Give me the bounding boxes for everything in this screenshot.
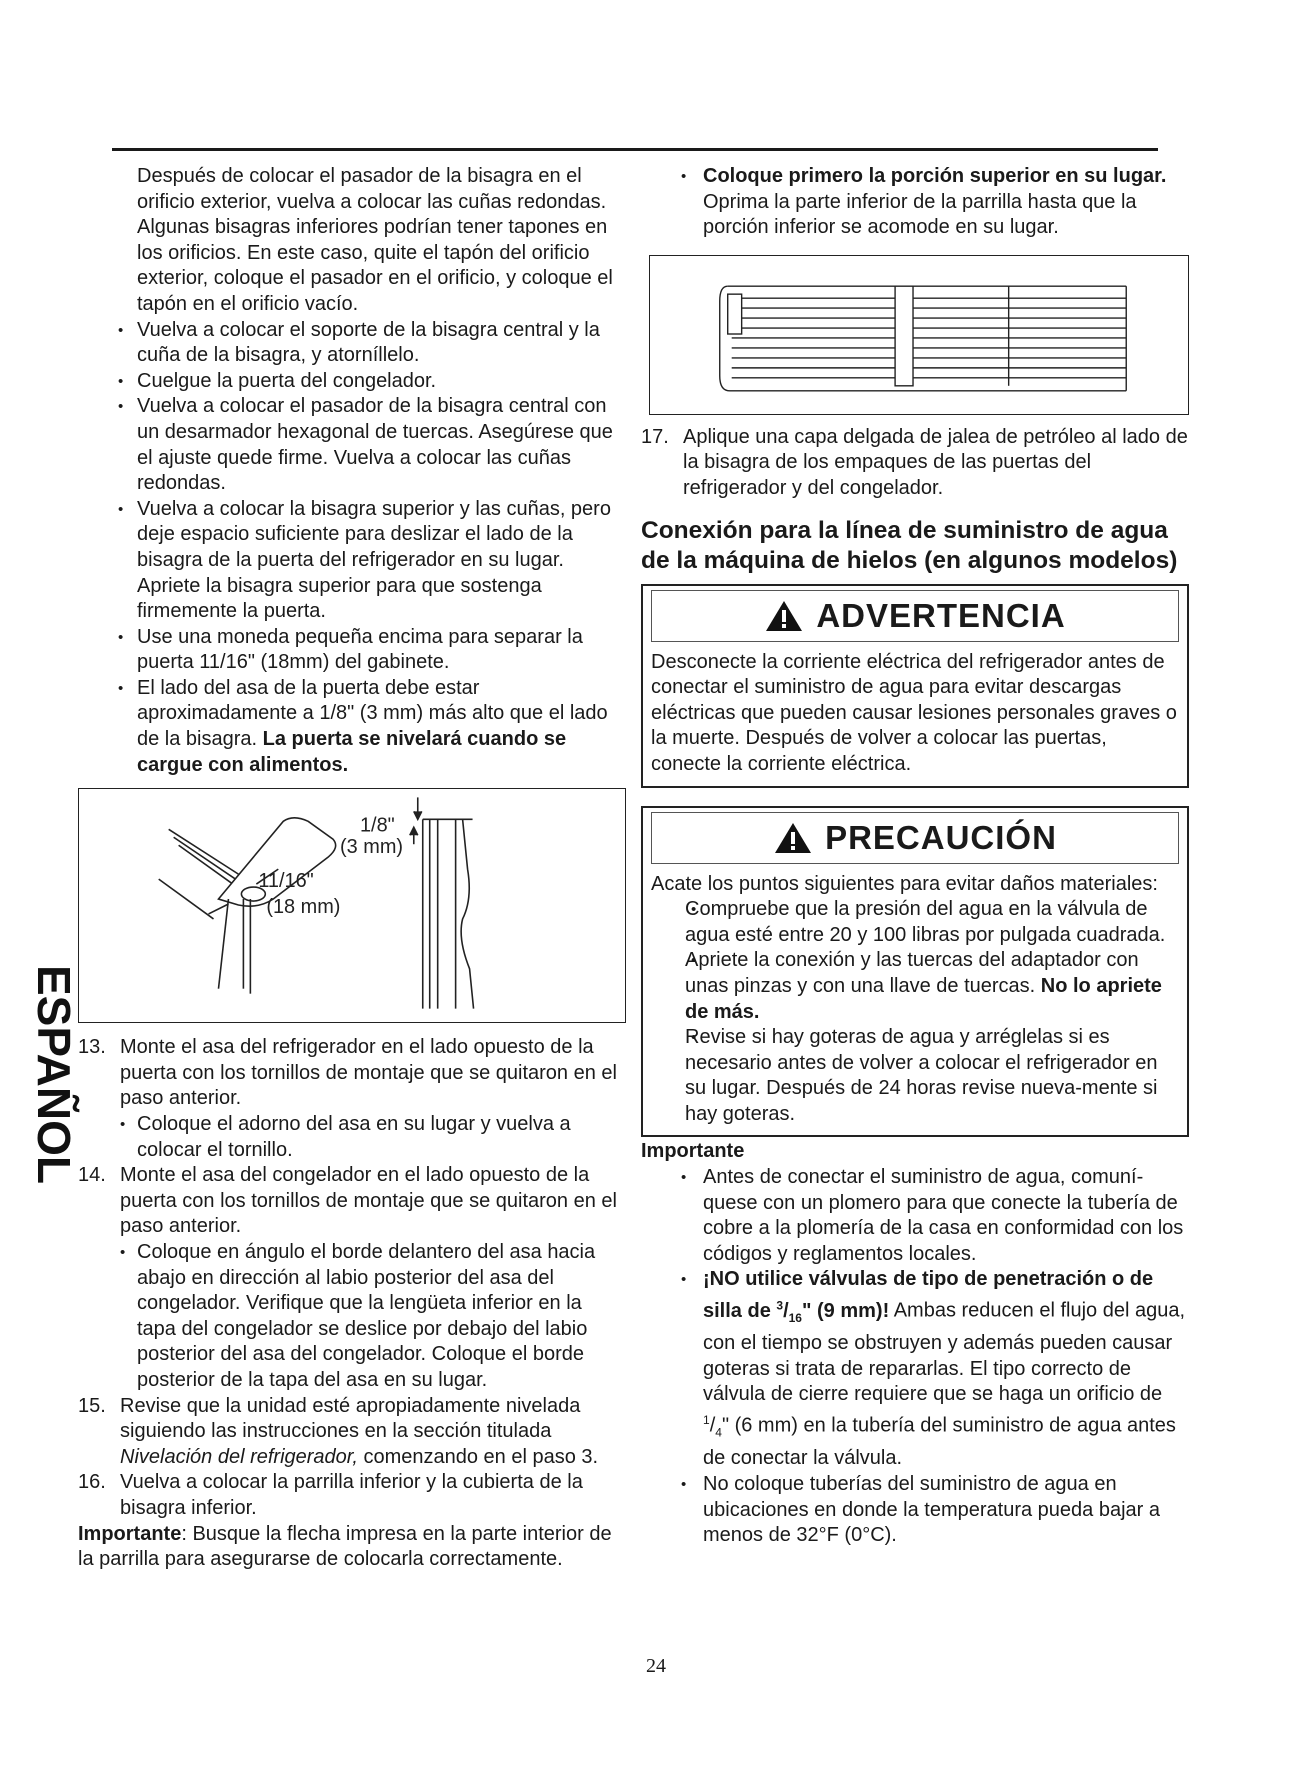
list-item: • Use una moneda pequeña encima para separar la puerta 11/16" (18mm) del gabinete. <box>78 625 626 676</box>
list-item: • No coloque tuberías del suministro de agua en ubicaciones en donde la temperatura pueda bajar a menos de 32°F (0°C). <box>641 1472 1189 1549</box>
list-item <box>78 676 626 778</box>
right-column <box>641 164 1189 1549</box>
caution-box <box>641 806 1189 1138</box>
list-item: • Vuelva a colocar el soporte de la bisagra central y la cuña de la bisagra, y atorníllelo. <box>78 318 626 369</box>
step-text-end: comenzando en el paso 3. <box>363 1445 599 1468</box>
importante-text: : Busque la flecha impresa en la parte interior de la parrilla para asegurarse de colocarla correctamente. <box>78 1522 612 1571</box>
left-column <box>78 164 626 1573</box>
caution-intro: Acate los puntos siguientes para evitar daños materiales: <box>651 872 1158 895</box>
importante-note <box>78 1522 626 1573</box>
figure-label-1-8: 1/8" <box>359 814 395 837</box>
grille-illustration <box>650 256 1188 414</box>
list-item: • Compruebe que la presión del agua en la válvula de agua esté entre 20 y 100 libras por pulgada cuadrada. <box>651 897 1179 948</box>
list-item <box>651 948 1179 1025</box>
list-item-text: Ambas reducen el flujo del agua, con el tiempo se obstruyen y además pueden causar goteras si trata de repararlas. El tipo correcto de válvula de cierre requiere que se haga un orificio de <box>703 1299 1186 1406</box>
warning-box <box>641 584 1189 788</box>
list-item <box>641 164 1189 241</box>
step-text: Revise que la unidad esté apropiadamente nivelada siguiendo las instrucciones en la sección titulada <box>120 1394 581 1443</box>
step-14 <box>78 1163 626 1240</box>
list-item-bold-text: Coloque primero la porción superior en su lugar. <box>703 165 1167 187</box>
list-item-bold-text: La puerta se nivelará cuando se cargue con alimentos. <box>137 728 567 776</box>
step-17 <box>641 425 1189 502</box>
warning-title: ADVERTENCIA <box>816 596 1066 634</box>
sub-item: • Coloque en ángulo el borde delantero del asa hacia abajo en dirección al labio posterior del asa del congelador. Verifique que la lengüeta inferior en la tapa del congelador se deslice por debajo del labio posterior del asa del congelador. Coloque el borde posterior de la tapa del asa en su lugar. <box>78 1240 626 1394</box>
step-15 <box>78 1394 626 1471</box>
list-item: • Revise si hay goteras de agua y arréglelas si es necesario antes de volver a colocar el refrigerador en su lugar. Después de 24 horas revise nueva-mente si hay goteras. <box>651 1025 1179 1127</box>
list-item-text: Apriete la conexión y las tuercas del adaptador con unas pinzas y con una llave de tuercas. <box>685 949 1139 997</box>
figure-label-3mm: (3 mm) <box>340 836 404 859</box>
step-text: Vuelva a colocar la parrilla inferior y la cubierta de la bisagra inferior. <box>120 1471 583 1519</box>
list-item: • Vuelva a colocar la bisagra superior y las cuñas, pero deje espacio suficiente para deslizar el lado de la bisagra de la puerta del refrigerador en su lugar. Apriete la bisagra superior para que sostenga firmemente la puerta. <box>78 497 626 625</box>
fraction-denominator: 16 <box>788 1310 802 1325</box>
step-number: 16. <box>78 1471 106 1494</box>
warning-header <box>651 590 1179 642</box>
list-item: • Vuelva a colocar el pasador de la bisagra central con un desarmador hexagonal de tuercas. Asegúrese que el ajuste quede firme. Vuelva a colocar las cuñas redondas. <box>78 394 626 496</box>
grille-figure <box>649 255 1189 415</box>
caution-title: PRECAUCIÓN <box>825 818 1057 856</box>
page-number: 24 <box>646 1655 666 1677</box>
list-item: • Cuelgue la puerta del congelador. <box>78 369 626 395</box>
step-16 <box>78 1470 626 1521</box>
step-text: Aplique una capa delgada de jalea de petróleo al lado de la bisagra de los empaques de las puertas del refrigerador y del congelador. <box>683 425 1188 499</box>
list-item: • ¡NO utilice válvulas de tipo de penetración o de silla de $^3/_{16}$" (9 mm)! Ambas reducen el flujo del agua, con el tiempo se obstruyen y además pueden causar goteras si trata de repararlas. El tipo correcto de válvula de cierre requiere que se haga un orificio de $^1/_4$" (6 mm) en la tubería del suministro de agua antes de conectar la válvula. <box>641 1267 1189 1471</box>
list-item-text: El lado del asa de la puerta debe estar aproximadamente a 1/8" (3 mm) más alto que el lado de la bisagra. <box>137 676 608 751</box>
importante-heading: Importante <box>641 1140 745 1163</box>
step-13 <box>78 1035 626 1112</box>
hinge-illustration <box>79 789 625 1022</box>
section-heading: Conexión para la línea de suministro de agua de la máquina de hielos (en algunos modelos) <box>641 516 1178 574</box>
step-text: Monte el asa del congelador en el lado opuesto de la puerta con los tornillos de montaje que se quitaron en el paso anterior. <box>120 1164 617 1238</box>
step-number: 15. <box>78 1394 106 1417</box>
list-item-bold-text: No lo apriete de más. <box>685 974 1162 1023</box>
step-text: Monte el asa del refrigerador en el lado opuesto de la puerta con los tornillos de montaje que se quitaron en el paso anterior. <box>120 1036 617 1110</box>
bold-text-a: ¡NO utilice válvulas de tipo de penetración o de silla de <box>703 1268 1154 1322</box>
fraction-denominator: 4 <box>715 1425 722 1440</box>
list-item-bold-text: ¡NO utilice válvulas de tipo de penetración o de silla de $^3/_{16}$" (9 mm)! <box>703 1268 1154 1325</box>
step-italic-text: Nivelación del refrigerador, <box>120 1445 358 1468</box>
intro-paragraph: Después de colocar el pasador de la bisagra en el orificio exterior, vuelva a colocar las cuñas redondas. Algunas bisagras inferiores podrían tener tapones en los orificios. En este caso, quite el tapón del orificio exterior, coloque el pasador en el orificio, y coloque el tapón en el orificio vacío. <box>137 165 613 315</box>
side-tab-text: ESPAÑOL <box>28 965 80 1184</box>
bold-text-b: " (9 mm)! <box>801 1299 890 1322</box>
caution-header <box>651 812 1179 864</box>
importante-label: Importante <box>78 1522 182 1545</box>
step-number: 14. <box>78 1164 106 1187</box>
figure-label-18mm: (18 mm) <box>266 896 341 919</box>
header-rule <box>112 148 1158 151</box>
side-language-tab <box>0 963 80 1184</box>
step-number: 13. <box>78 1036 106 1059</box>
sub-item: • Coloque el adorno del asa en su lugar y vuelva a colocar el tornillo. <box>78 1112 626 1163</box>
list-item-text: Oprima la parte inferior de la parrilla hasta que la porción inferior se acomode en su lugar. <box>703 190 1137 239</box>
list-item: • Antes de conectar el suministro de agua, comuní-quese con un plomero para que conecte la tubería de cobre a la plomería de la casa en conformidad con los códigos y reglamentos locales. <box>641 1165 1189 1267</box>
fraction-numerator: 1 <box>703 1413 710 1428</box>
list-item-text-end: " (6 mm) en la tubería del suministro de agua antes de conectar la válvula. <box>703 1414 1176 1470</box>
fraction-numerator: 3 <box>776 1298 784 1313</box>
warning-triangle-icon <box>764 599 804 633</box>
warning-text: Desconecte la corriente eléctrica del refrigerador antes de conectar el suministro de agua para evitar descargas eléctricas que pueden causar lesiones personales graves o la muerte. Después de volver a colocar las puertas, conecte la corriente eléctrica. <box>651 650 1177 775</box>
hinge-figure <box>78 788 626 1023</box>
figure-label-11-16: 11/16" <box>258 870 314 893</box>
step-number: 17. <box>641 425 669 448</box>
caution-triangle-icon <box>773 821 813 855</box>
